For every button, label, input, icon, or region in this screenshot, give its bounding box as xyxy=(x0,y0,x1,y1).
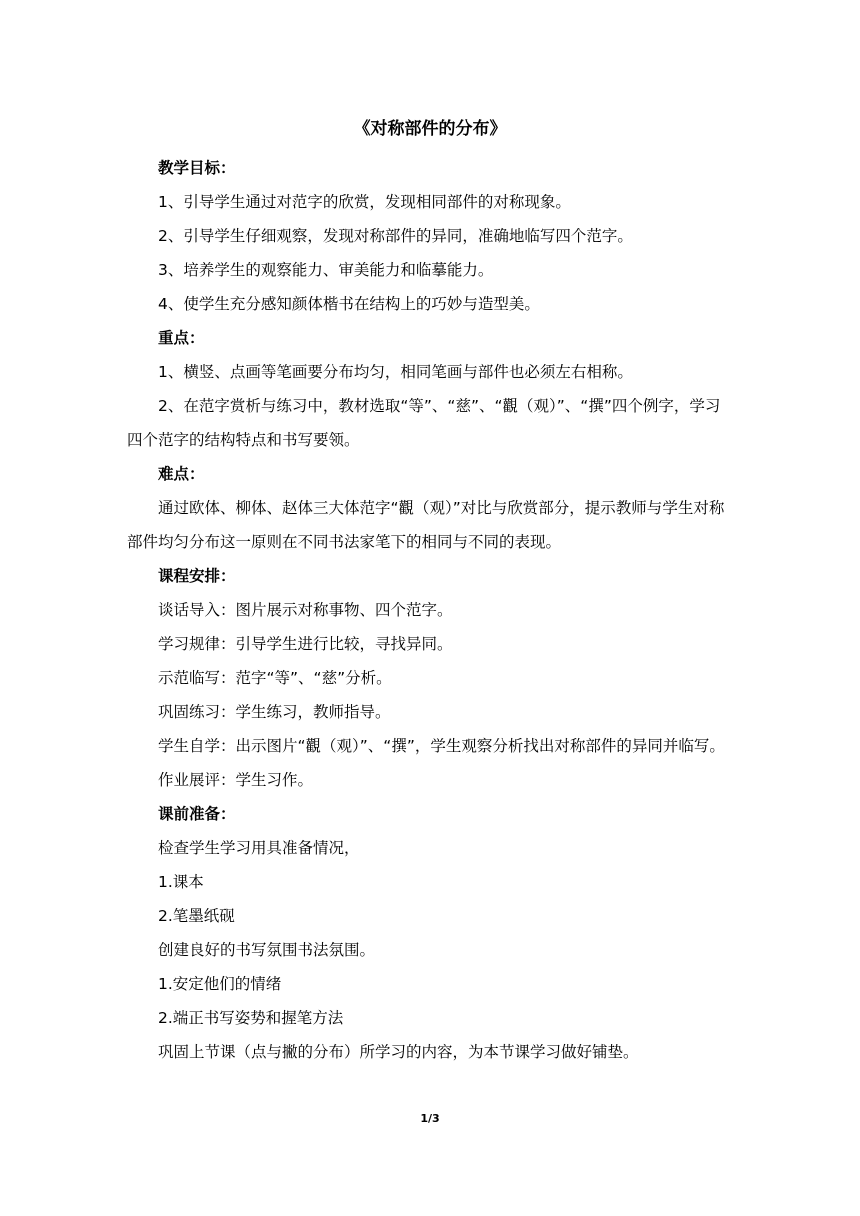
schedule-item: 谈话导入：图片展示对称事物、四个范字。 xyxy=(158,601,453,619)
key-points-heading: 重点： xyxy=(158,329,205,347)
key-point-item: 2、在范字赏析与练习中，教材选取“等”、“慈”、“觀（观）”、“撰”四个例字，学习四个范字的结构特点和书写要领。 xyxy=(127,397,721,449)
preparation-line: 创建良好的书写氛围书法氛围。 xyxy=(158,941,376,959)
objectives-heading: 教学目标： xyxy=(158,159,236,177)
schedule-item: 作业展评：学生习作。 xyxy=(158,771,314,789)
document-title: 《对称部件的分布》 xyxy=(353,119,507,139)
page-number: 1/3 xyxy=(420,1112,440,1125)
preparation-line: 检查学生学习用具准备情况， xyxy=(158,839,360,857)
objective-item: 2、引导学生仔细观察，发现对称部件的异同，准确地临写四个范字。 xyxy=(158,227,633,245)
preparation-heading: 课前准备： xyxy=(158,805,236,823)
schedule-heading: 课程安排： xyxy=(158,567,236,585)
schedule-item: 示范临写：范字“等”、“慈”分析。 xyxy=(158,669,392,687)
key-point-item: 1、横竖、点画等笔画要分布均匀，相同笔画与部件也必须左右相称。 xyxy=(158,363,633,381)
difficulties-heading: 难点： xyxy=(158,465,205,483)
objective-item: 4、使学生充分感知颜体楷书在结构上的巧妙与造型美。 xyxy=(158,295,540,313)
preparation-line: 2.端正书写姿势和握笔方法 xyxy=(158,1009,344,1027)
preparation-line: 2.笔墨纸砚 xyxy=(158,907,235,925)
objective-item: 1、引导学生通过对范字的欣赏，发现相同部件的对称现象。 xyxy=(158,193,571,211)
schedule-item: 巩固练习：学生练习，教师指导。 xyxy=(158,703,391,721)
preparation-line: 1.课本 xyxy=(158,873,204,891)
document-body xyxy=(127,151,733,1069)
objective-item: 3、培养学生的观察能力、审美能力和临摹能力。 xyxy=(158,261,494,279)
preparation-line: 巩固上节课（点与撇的分布）所学习的内容，为本节课学习做好铺垫。 xyxy=(158,1043,639,1061)
difficulties-text: 通过欧体、柳体、赵体三大体范字“觀（观）”对比与欣赏部分，提示教师与学生对称部件均匀分布这一原则在不同书法家笔下的相同与不同的表现。 xyxy=(127,499,725,551)
preparation-line: 1.安定他们的情绪 xyxy=(158,975,282,993)
schedule-item: 学生自学：出示图片“觀（观）”、“撰”，学生观察分析找出对称部件的异同并临写。 xyxy=(158,737,725,755)
schedule-item: 学习规律：引导学生进行比较，寻找异同。 xyxy=(158,635,453,653)
